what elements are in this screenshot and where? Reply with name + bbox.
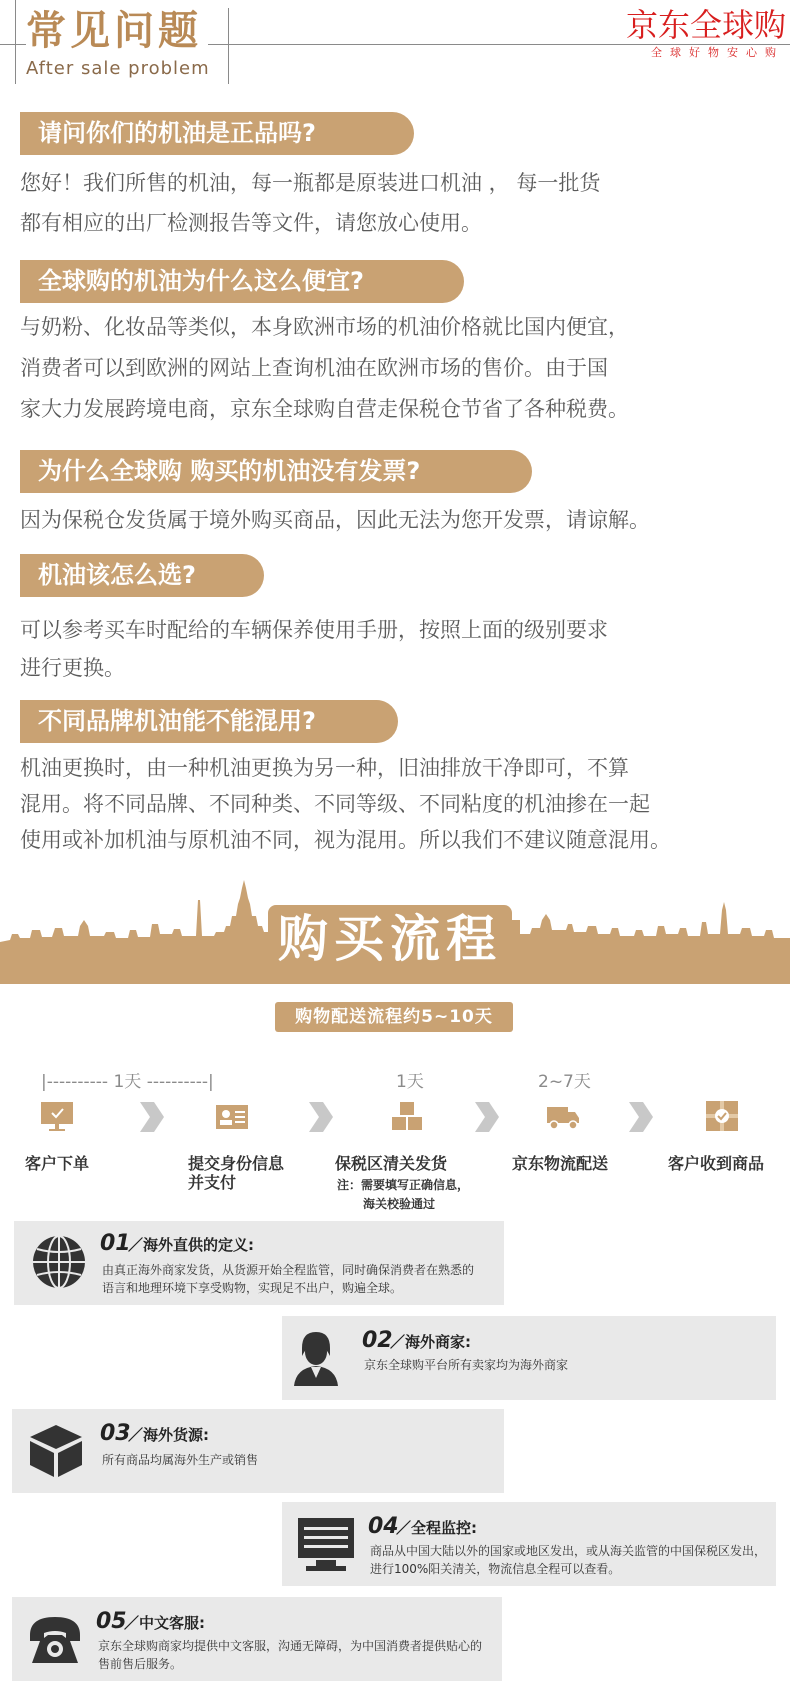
feature-1-desc-line-2: 语言和地理环境下享受购物，实现足不出户，购遍全球。 <box>102 1281 403 1295</box>
feature-card-3 <box>12 1409 504 1493</box>
faq-question-3: 为什么全球购 购买的机油没有发票? <box>20 450 532 493</box>
feature-card-2 <box>282 1316 776 1400</box>
timeline-segment-1: |---------- 1天 ----------| <box>41 1072 214 1092</box>
timeline-segment-3: 2~7天 <box>538 1072 591 1092</box>
feature-5-title: ／中文客服: <box>124 1614 205 1632</box>
faq-answer-3-line-1: 因为保税仓发货属于境外购买商品，因此无法为您开发票，请谅解。 <box>20 508 650 532</box>
brand-logo-text: 京东全球购 <box>622 6 786 44</box>
feature-card-5 <box>12 1597 502 1681</box>
boxes-icon <box>390 1100 424 1132</box>
feature-4-desc-line-1: 商品从中国大陆以外的国家或地区发出，或从海关监管的中国保税区发出， <box>370 1544 767 1558</box>
monitor-check-icon <box>40 1100 74 1132</box>
faq-answer-1-line-2: 都有相应的出厂检测报告等文件，请您放心使用。 <box>20 211 482 235</box>
feature-2-title: ／海外商家: <box>390 1333 471 1351</box>
faq-answer-1-line-1: 您好！我们所售的机油，每一瓶都是原装进口机油 ， 每一批货 <box>20 171 601 195</box>
faq-answer-4-line-2: 进行更换。 <box>20 656 125 680</box>
globe-icon <box>30 1233 88 1291</box>
step-3-note-line-2: 海关校验通过 <box>363 1197 436 1211</box>
feature-card-4 <box>282 1502 776 1586</box>
brand-slogan: 全球好物安心购 <box>651 46 784 59</box>
feature-3-title: ／海外货源: <box>128 1426 209 1444</box>
chevron-right-icon <box>138 1100 166 1134</box>
feature-card-1 <box>14 1221 504 1305</box>
faq-title: 常见问题 <box>26 6 208 56</box>
person-icon <box>294 1330 338 1386</box>
header-divider <box>228 8 229 84</box>
feature-3-number: 03 <box>100 1421 131 1446</box>
faq-question-4: 机油该怎么选? <box>20 554 264 597</box>
duration-badge: 购物配送流程约5~10天 <box>275 1002 513 1032</box>
step-3-note-line-1: 注：需要填写正确信息， <box>337 1178 470 1192</box>
faq-answer-2-line-2: 消费者可以到欧洲的网站上查询机油在欧洲市场的售价。由于国 <box>20 356 608 380</box>
faq-subtitle: After sale problem <box>26 58 210 79</box>
feature-3-desc-line-1: 所有商品均属海外生产或销售 <box>102 1453 259 1467</box>
feature-4-title: ／全程监控: <box>396 1519 477 1537</box>
chevron-right-icon <box>307 1100 335 1134</box>
feature-5-desc-line-1: 京东全球购商家均提供中文客服，沟通无障碍，为中国消费者提供贴心的 <box>98 1639 483 1653</box>
faq-question-2: 全球购的机油为什么这么便宜? <box>20 260 464 303</box>
truck-icon <box>546 1100 580 1132</box>
step-1-label: 客户下单 <box>25 1154 90 1173</box>
feature-4-number: 04 <box>368 1514 399 1539</box>
feature-5-number: 05 <box>96 1609 127 1634</box>
feature-1-number: 01 <box>100 1231 131 1256</box>
step-2-label-line-2: 并支付 <box>188 1173 237 1192</box>
telephone-icon <box>26 1611 84 1669</box>
header-left-rule <box>15 0 16 84</box>
feature-2-desc-line-1: 京东全球购平台所有卖家均为海外商家 <box>364 1358 569 1372</box>
faq-answer-5-line-3: 使用或补加机油与原机油不同，视为混用。所以我们不建议随意混用。 <box>20 828 671 852</box>
package-check-icon <box>705 1100 739 1132</box>
chevron-right-icon <box>473 1100 501 1134</box>
feature-4-desc-line-2: 进行100%阳关清关，物流信息全程可以查看。 <box>370 1562 621 1576</box>
timeline-segment-2: 1天 <box>396 1072 424 1092</box>
step-4-label: 京东物流配送 <box>512 1154 609 1173</box>
faq-answer-5-line-2: 混用。将不同品牌、不同种类、不同等级、不同粘度的机油掺在一起 <box>20 792 650 816</box>
id-card-icon <box>215 1100 249 1132</box>
feature-5-desc-line-2: 售前售后服务。 <box>98 1657 183 1671</box>
faq-question-5: 不同品牌机油能不能混用? <box>20 700 398 743</box>
cube-icon <box>28 1423 84 1479</box>
purchase-process-title: 购买流程 <box>268 905 512 973</box>
step-5-label: 客户收到商品 <box>668 1154 765 1173</box>
step-3-label: 保税区清关发货 <box>335 1154 448 1173</box>
monitor-icon <box>298 1518 354 1572</box>
faq-answer-5-line-1: 机油更换时，由一种机油更换为另一种，旧油排放干净即可，不算 <box>20 756 629 780</box>
faq-answer-2-line-3: 家大力发展跨境电商，京东全球购自营走保税仓节省了各种税费。 <box>20 397 629 421</box>
step-2-label: 提交身份信息 <box>188 1154 285 1173</box>
header <box>0 0 790 92</box>
feature-1-desc-line-1: 由真正海外商家发货，从货源开始全程监管，同时确保消费者在熟悉的 <box>102 1263 475 1277</box>
faq-question-1: 请问你们的机油是正品吗? <box>20 112 414 155</box>
chevron-right-icon <box>627 1100 655 1134</box>
faq-answer-2-line-1: 与奶粉、化妆品等类似，本身欧洲市场的机油价格就比国内便宜， <box>20 315 629 339</box>
feature-2-number: 02 <box>362 1328 393 1353</box>
feature-1-title: ／海外直供的定义: <box>128 1236 254 1254</box>
faq-answer-4-line-1: 可以参考买车时配给的车辆保养使用手册，按照上面的级别要求 <box>20 618 608 642</box>
